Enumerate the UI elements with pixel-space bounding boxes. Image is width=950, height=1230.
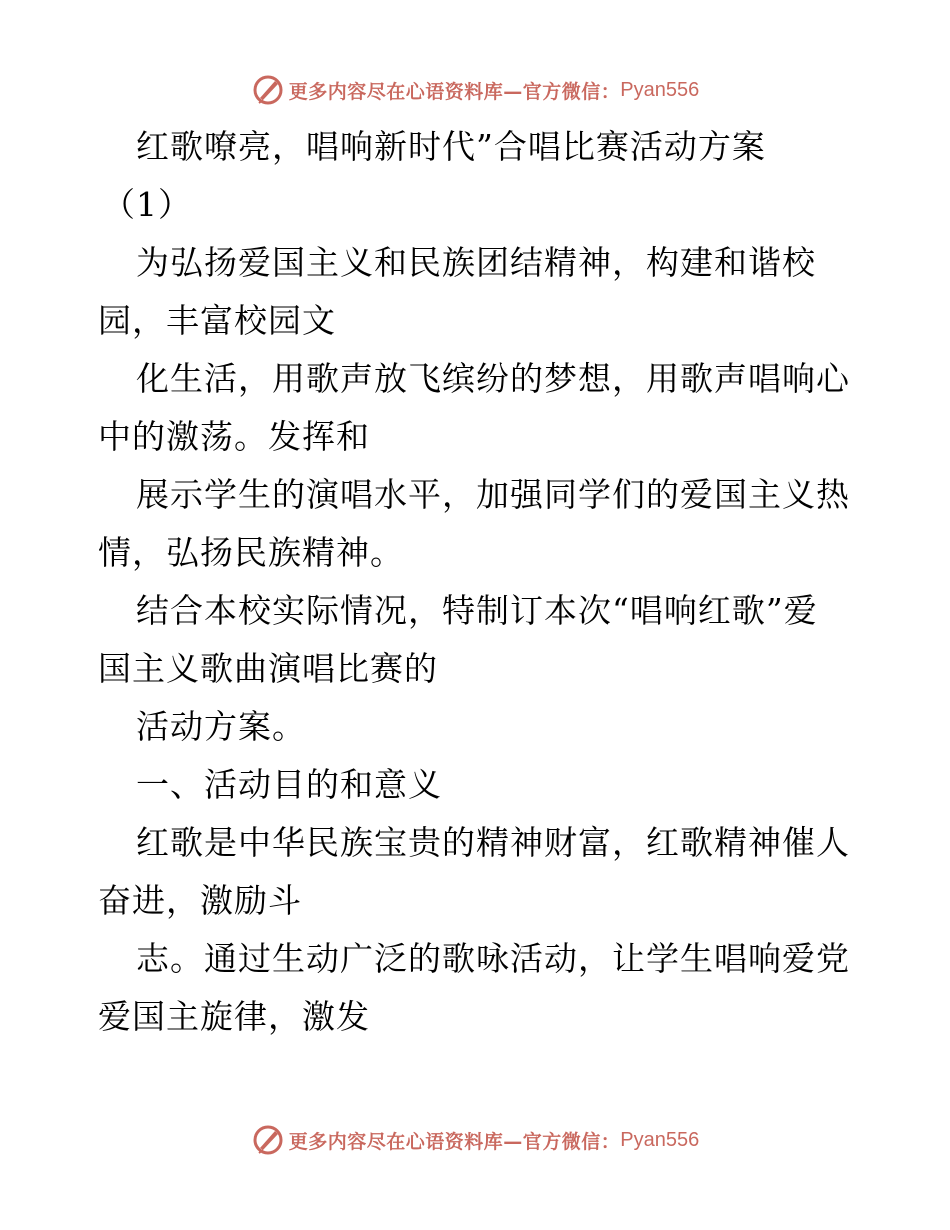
paragraph-line: 为弘扬爱国主义和民族团结精神，构建和谐校 — [136, 243, 816, 282]
paragraph-line: 志。通过生动广泛的歌咏活动，让学生唱响爱党 — [136, 939, 850, 978]
paragraph-line: 国主义歌曲演唱比赛的 — [98, 649, 438, 688]
watermark-text: 更多内容尽在心语资料库—官方微信： — [288, 80, 621, 103]
quill-logo-icon — [251, 73, 285, 107]
watermark-text: 更多内容尽在心语资料库—官方微信： — [288, 1130, 621, 1153]
paragraph-line: 展示学生的演唱水平，加强同学们的爱国主义热 — [136, 475, 850, 514]
paragraph-line: 中的激荡。发挥和 — [98, 417, 370, 456]
document-title-number: （1） — [102, 185, 192, 224]
document-body — [98, 118, 858, 1046]
quill-logo-icon — [251, 1123, 285, 1157]
paragraph-line: 奋进，激励斗 — [98, 881, 302, 920]
watermark-wechat-id: Pyan556 — [620, 78, 700, 101]
paragraph-line: 园，丰富校园文 — [98, 301, 336, 340]
watermark-wechat-id: Pyan556 — [620, 1128, 700, 1151]
paragraph-line: 化生活，用歌声放飞缤纷的梦想，用歌声唱响心 — [136, 359, 850, 398]
watermark-header — [0, 70, 950, 110]
paragraph-line: 活动方案。 — [136, 707, 306, 746]
paragraph-line: 爱国主旋律，激发 — [98, 997, 370, 1036]
paragraph-line: 结合本校实际情况，特制订本次“唱响红歌”爱 — [136, 591, 818, 630]
document-title: 红歌嘹亮，唱响新时代”合唱比赛活动方案 — [136, 127, 766, 166]
watermark-footer — [0, 1120, 950, 1160]
paragraph-line: 红歌是中华民族宝贵的精神财富，红歌精神催人 — [136, 823, 850, 862]
paragraph-line: 情，弘扬民族精神。 — [98, 533, 404, 572]
section-heading: 一、活动目的和意义 — [136, 765, 442, 804]
